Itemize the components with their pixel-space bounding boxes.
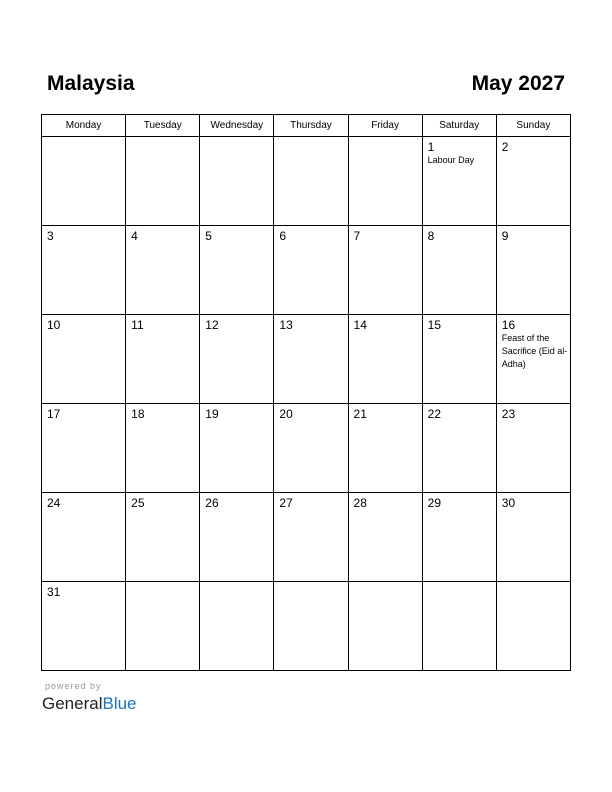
country-title: Malaysia [47,72,135,95]
day-number: 23 [501,407,516,421]
day-cell [200,315,274,404]
day-number: 1 [427,140,435,154]
brand-blue: Blue [102,694,137,713]
day-number: 6 [279,229,287,243]
weekday-thursday: Thursday [274,115,348,137]
day-cell [348,493,422,582]
day-number: 7 [353,229,361,243]
day-number: 28 [353,496,367,510]
day-cell [200,404,274,493]
day-cell [42,226,126,315]
day-number [497,582,570,585]
weekday-tuesday: Tuesday [126,115,200,137]
day-cell [200,226,274,315]
day-number [274,582,347,585]
day-cell [422,582,496,671]
day-cell [126,582,200,671]
holiday-label: Labour Day [427,155,475,165]
day-number: 24 [47,496,61,510]
day-cell [42,404,126,493]
brand-logo [42,693,137,715]
day-cell [126,404,200,493]
week-row [42,404,571,493]
day-number: 15 [427,318,442,332]
day-number: 16 [501,318,516,332]
day-number: 4 [131,229,138,243]
calendar-grid [41,114,571,671]
brand-general: General [42,694,103,713]
footer [42,681,137,715]
day-number: 20 [279,407,293,421]
day-number: 18 [131,407,145,421]
day-cell [496,404,570,493]
day-number: 30 [501,496,516,510]
weekday-sunday: Sunday [496,115,570,137]
week-row [42,582,571,671]
day-cell [126,226,200,315]
day-cell [422,404,496,493]
day-number: 19 [205,407,219,421]
day-cell [496,137,570,226]
week-row [42,226,571,315]
day-cell [348,404,422,493]
powered-by-label: powered by [45,681,102,691]
day-cell [126,493,200,582]
day-cell [126,315,200,404]
day-number: 22 [427,407,442,421]
day-number [423,582,496,585]
day-cell [422,137,496,226]
day-cell [348,137,422,226]
day-cell [200,137,274,226]
day-number: 14 [353,318,367,332]
weekday-saturday: Saturday [422,115,496,137]
day-cell [422,226,496,315]
day-number: 3 [47,229,54,243]
month-title: May 2027 [471,72,565,95]
day-cell [422,315,496,404]
day-number: 31 [47,585,61,599]
day-cell [496,493,570,582]
day-cell [496,582,570,671]
weekday-monday: Monday [42,115,126,137]
day-cell [274,315,348,404]
day-cell [348,582,422,671]
day-cell [42,137,126,226]
week-row [42,493,571,582]
day-number: 9 [501,229,509,243]
day-cell [200,493,274,582]
day-cell [496,315,570,404]
day-number [200,582,273,585]
day-number [200,137,273,140]
day-number [42,137,125,140]
day-number: 26 [205,496,219,510]
day-number [126,137,199,140]
day-number: 12 [205,318,219,332]
day-number: 21 [353,407,367,421]
day-number: 10 [47,318,61,332]
day-number: 8 [427,229,435,243]
day-number [274,137,347,140]
weekday-header-row [42,115,571,137]
day-cell [274,226,348,315]
day-number: 29 [427,496,442,510]
day-cell [42,582,126,671]
week-row [42,315,571,404]
day-cell [126,137,200,226]
day-number: 17 [47,407,61,421]
day-cell [274,493,348,582]
day-cell [274,137,348,226]
day-cell [42,493,126,582]
calendar-body [42,137,571,671]
day-cell [42,315,126,404]
day-number [126,582,199,585]
day-number: 27 [279,496,293,510]
day-cell [496,226,570,315]
day-cell [348,226,422,315]
weekday-friday: Friday [348,115,422,137]
day-number [349,582,422,585]
day-number: 13 [279,318,293,332]
day-number: 5 [205,229,212,243]
weekday-wednesday: Wednesday [200,115,274,137]
week-row [42,137,571,226]
day-number [349,137,422,140]
day-cell [274,582,348,671]
day-cell [200,582,274,671]
day-number: 25 [131,496,145,510]
day-number: 2 [501,140,509,154]
holiday-label: Feast of the Sacrifice (Eid al-Adha) [501,333,568,369]
day-number: 11 [131,318,144,332]
day-cell [348,315,422,404]
day-cell [422,493,496,582]
day-cell [274,404,348,493]
